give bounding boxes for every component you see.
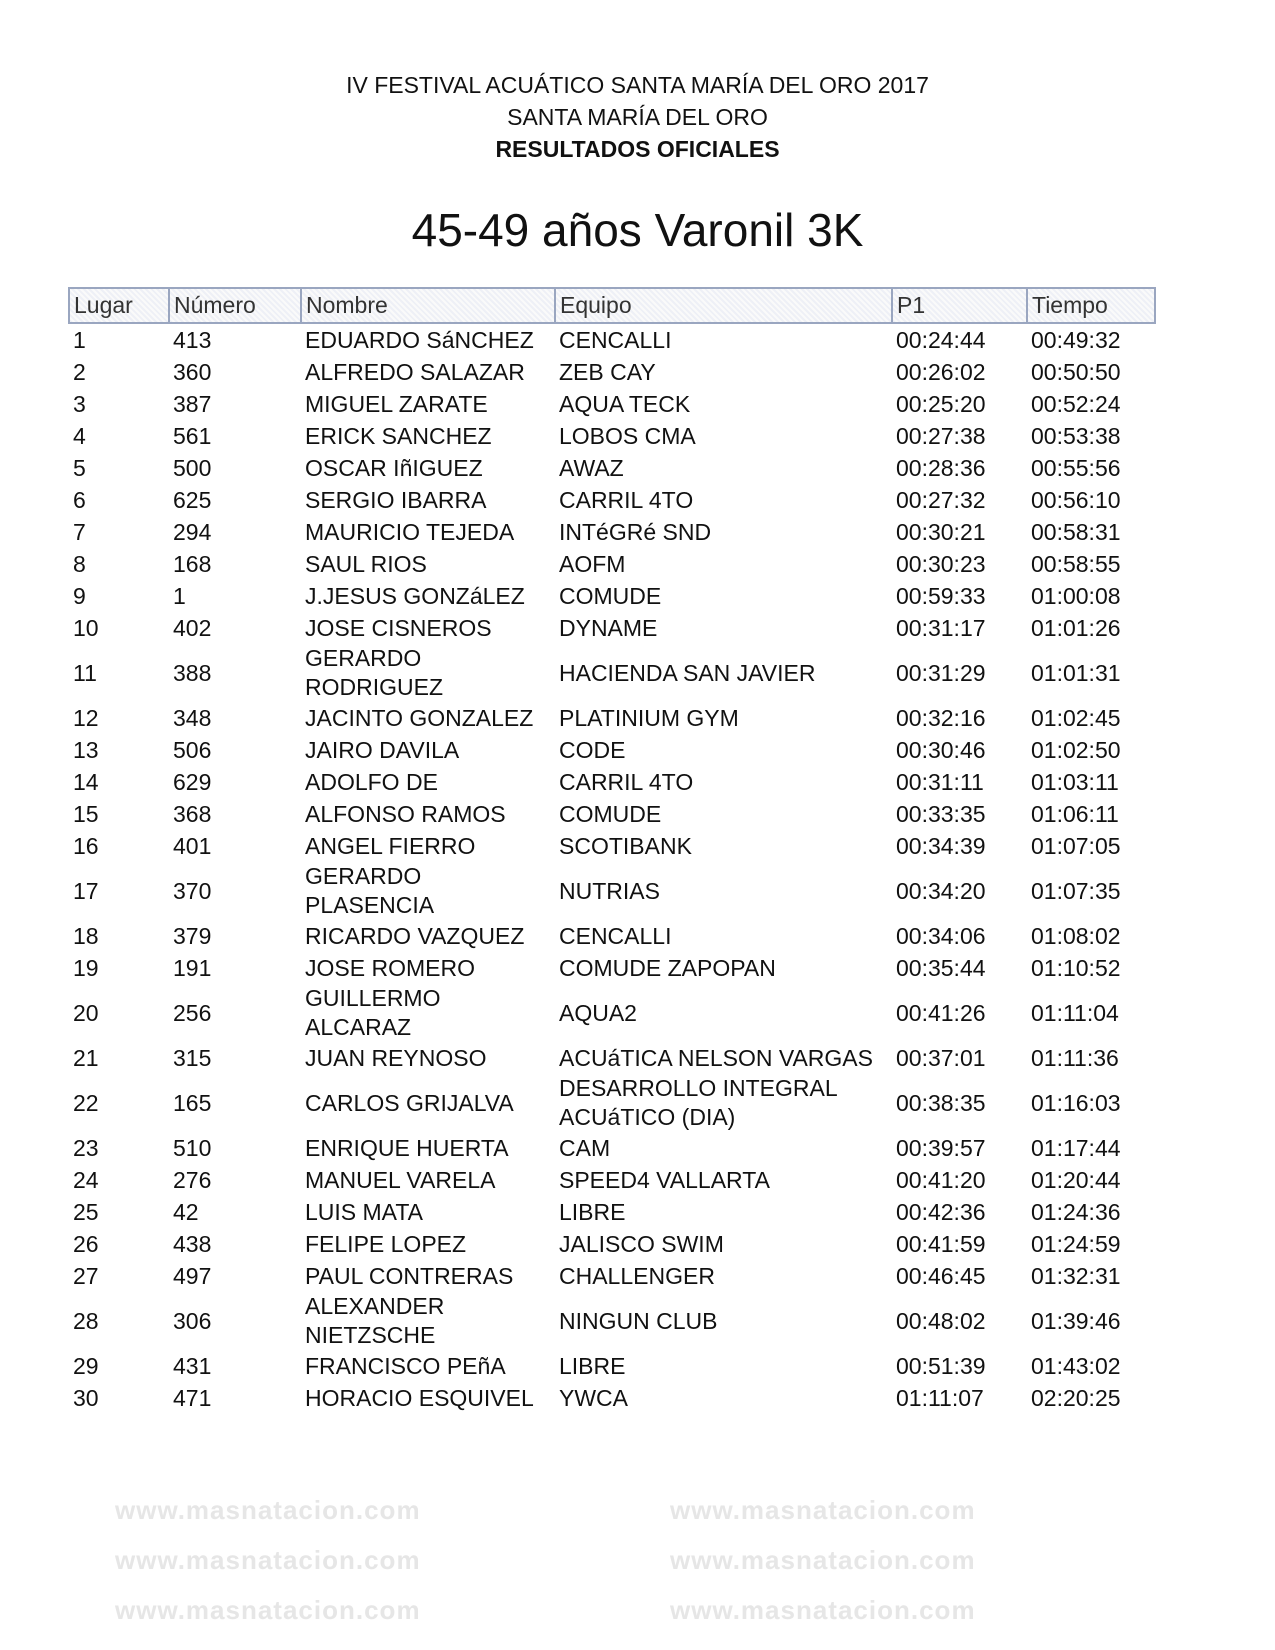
cell-nombre: JOSE ROMERO	[305, 954, 475, 981]
cell-tiempo: 00:53:38	[1031, 422, 1121, 449]
table-row	[69, 734, 1155, 766]
cell-equipo: SCOTIBANK	[559, 832, 692, 859]
cell-p1: 00:30:23	[896, 550, 986, 577]
column-header-equipo: Equipo	[555, 288, 892, 323]
table-row	[69, 1382, 1155, 1414]
watermark: www.masnatacion.com	[115, 1595, 421, 1625]
cell-numero: 413	[173, 326, 212, 353]
cell-p1: 00:32:16	[896, 704, 986, 731]
cell-lugar: 5	[73, 454, 86, 481]
cell-tiempo: 01:02:50	[1031, 736, 1121, 763]
cell-nombre: ERICK SANCHEZ	[305, 422, 492, 449]
event-title: IV FESTIVAL ACUÁTICO SANTA MARÍA DEL ORO 2017	[346, 72, 929, 98]
cell-nombre: RICARDO VAZQUEZ	[305, 922, 525, 949]
cell-p1: 00:26:02	[896, 358, 986, 385]
cell-equipo: COMUDE ZAPOPAN	[559, 954, 776, 981]
event-location: SANTA MARÍA DEL ORO	[507, 104, 768, 130]
cell-nombre: JUAN REYNOSO	[305, 1044, 487, 1071]
cell-nombre: ALFREDO SALAZAR	[305, 358, 525, 385]
cell-nombre: CARLOS GRIJALVA	[305, 1089, 514, 1116]
cell-nombre: JOSE CISNEROS	[305, 614, 492, 641]
cell-tiempo: 01:03:11	[1031, 768, 1119, 795]
table-row	[69, 580, 1155, 612]
cell-p1: 01:11:07	[896, 1384, 984, 1411]
watermark: www.masnatacion.com	[670, 1495, 976, 1525]
cell-nombre: MIGUEL ZARATE	[305, 390, 488, 417]
cell-numero: 315	[173, 1044, 212, 1071]
cell-numero: 1	[173, 582, 186, 609]
table-row	[69, 920, 1155, 952]
cell-lugar: 7	[73, 518, 86, 545]
cell-numero: 294	[173, 518, 212, 545]
cell-lugar: 9	[73, 582, 86, 609]
cell-equipo: SPEED4 VALLARTA	[559, 1166, 770, 1193]
cell-numero: 348	[173, 704, 212, 731]
cell-p1: 00:31:11	[896, 768, 984, 795]
cell-p1: 00:33:35	[896, 800, 986, 827]
cell-tiempo: 00:56:10	[1031, 486, 1121, 513]
cell-equipo: CARRIL 4TO	[559, 768, 694, 795]
cell-p1: 00:27:38	[896, 422, 986, 449]
cell-equipo: ZEB CAY	[559, 358, 656, 385]
cell-equipo: CAM	[559, 1134, 611, 1161]
cell-tiempo: 01:39:46	[1031, 1307, 1121, 1334]
table-row	[69, 830, 1155, 862]
cell-numero: 388	[173, 659, 212, 686]
cell-lugar: 22	[73, 1089, 99, 1116]
column-header-tiempo: Tiempo	[1027, 288, 1155, 323]
cell-numero: 379	[173, 922, 212, 949]
cell-p1: 00:27:32	[896, 486, 986, 513]
cell-equipo: COMUDE	[559, 800, 662, 827]
table-row	[69, 323, 1155, 356]
cell-p1: 00:38:35	[896, 1089, 986, 1116]
cell-nombre: OSCAR IñIGUEZ	[305, 454, 483, 481]
cell-nombre: SAUL RIOS	[305, 550, 427, 577]
cell-equipo: LIBRE	[559, 1198, 626, 1225]
cell-numero: 625	[173, 486, 212, 513]
cell-nombre: EDUARDO SáNCHEZ	[305, 326, 534, 353]
cell-numero: 306	[173, 1307, 212, 1334]
cell-lugar: 11	[73, 659, 97, 686]
cell-nombre: SERGIO IBARRA	[305, 486, 487, 513]
cell-nombre: FRANCISCO PEñA	[305, 1352, 506, 1379]
table-row	[69, 1260, 1155, 1292]
cell-nombre: JAIRO DAVILA	[305, 736, 460, 763]
cell-equipo: DYNAME	[559, 614, 658, 641]
cell-nombre: ENRIQUE HUERTA	[305, 1134, 509, 1161]
cell-nombre: GERARDO PLASENCIA	[305, 863, 435, 918]
cell-lugar: 1	[73, 326, 86, 353]
cell-p1: 00:25:20	[896, 390, 986, 417]
cell-equipo: AQUA2	[559, 999, 637, 1026]
cell-tiempo: 01:32:31	[1031, 1262, 1121, 1289]
cell-lugar: 8	[73, 550, 86, 577]
cell-tiempo: 01:07:35	[1031, 877, 1121, 904]
cell-equipo: CENCALLI	[559, 922, 672, 949]
table-row	[69, 1074, 1155, 1132]
cell-numero: 401	[173, 832, 212, 859]
cell-equipo: CENCALLI	[559, 326, 672, 353]
cell-equipo: AOFM	[559, 550, 626, 577]
cell-nombre: MAURICIO TEJEDA	[305, 518, 515, 545]
table-header-row	[69, 288, 1155, 323]
watermark: www.masnatacion.com	[115, 1495, 421, 1525]
cell-equipo: AQUA TECK	[559, 390, 691, 417]
table-row	[69, 1292, 1155, 1350]
table-row	[69, 1350, 1155, 1382]
watermark: www.masnatacion.com	[670, 1545, 976, 1575]
cell-equipo: LIBRE	[559, 1352, 626, 1379]
cell-p1: 00:59:33	[896, 582, 986, 609]
cell-equipo: JALISCO SWIM	[559, 1230, 724, 1257]
cell-tiempo: 01:10:52	[1031, 954, 1121, 981]
cell-numero: 506	[173, 736, 212, 763]
cell-numero: 370	[173, 877, 212, 904]
cell-equipo: LOBOS CMA	[559, 422, 696, 449]
cell-tiempo: 01:11:36	[1031, 1044, 1119, 1071]
cell-p1: 00:41:59	[896, 1230, 986, 1257]
cell-numero: 497	[173, 1262, 212, 1289]
watermark: www.masnatacion.com	[115, 1545, 421, 1575]
cell-p1: 00:46:45	[896, 1262, 986, 1289]
cell-tiempo: 00:49:32	[1031, 326, 1121, 353]
table-row	[69, 702, 1155, 734]
cell-equipo: HACIENDA SAN JAVIER	[559, 659, 816, 686]
cell-p1: 00:48:02	[896, 1307, 986, 1334]
cell-tiempo: 00:58:55	[1031, 550, 1121, 577]
cell-equipo: ACUáTICA NELSON VARGAS	[559, 1044, 873, 1071]
cell-p1: 00:51:39	[896, 1352, 986, 1379]
cell-lugar: 27	[73, 1262, 99, 1289]
cell-numero: 168	[173, 550, 212, 577]
cell-lugar: 21	[73, 1044, 99, 1071]
cell-lugar: 15	[73, 800, 99, 827]
cell-equipo: PLATINIUM GYM	[559, 704, 739, 731]
cell-lugar: 25	[73, 1198, 99, 1225]
cell-p1: 00:30:46	[896, 736, 986, 763]
cell-numero: 629	[173, 768, 212, 795]
cell-tiempo: 01:24:36	[1031, 1198, 1121, 1225]
cell-nombre: GERARDO RODRIGUEZ	[305, 645, 443, 700]
cell-equipo: DESARROLLO INTEGRAL ACUáTICO (DIA)	[559, 1075, 837, 1130]
results-table	[68, 287, 1156, 1414]
cell-p1: 00:41:20	[896, 1166, 986, 1193]
cell-tiempo: 01:06:11	[1031, 800, 1119, 827]
cell-nombre: ADOLFO DE	[305, 768, 438, 795]
cell-nombre: GUILLERMO ALCARAZ	[305, 985, 441, 1040]
cell-numero: 438	[173, 1230, 212, 1257]
cell-p1: 00:42:36	[896, 1198, 986, 1225]
table-row	[69, 484, 1155, 516]
cell-p1: 00:34:06	[896, 922, 986, 949]
cell-nombre: FELIPE LOPEZ	[305, 1230, 467, 1257]
table-row	[69, 984, 1155, 1042]
table-row	[69, 1196, 1155, 1228]
cell-equipo: YWCA	[559, 1384, 628, 1411]
cell-tiempo: 01:16:03	[1031, 1089, 1121, 1116]
cell-lugar: 3	[73, 390, 86, 417]
cell-p1: 00:24:44	[896, 326, 986, 353]
cell-lugar: 6	[73, 486, 86, 513]
column-header-numero: Número	[169, 288, 301, 323]
table-row	[69, 1132, 1155, 1164]
cell-lugar: 30	[73, 1384, 99, 1411]
cell-lugar: 16	[73, 832, 99, 859]
cell-p1: 00:37:01	[896, 1044, 986, 1071]
cell-equipo: CARRIL 4TO	[559, 486, 694, 513]
cell-p1: 00:39:57	[896, 1134, 986, 1161]
cell-tiempo: 00:50:50	[1031, 358, 1121, 385]
watermark: www.masnatacion.com	[670, 1595, 976, 1625]
table-row	[69, 356, 1155, 388]
cell-lugar: 4	[73, 422, 86, 449]
cell-lugar: 29	[73, 1352, 99, 1379]
cell-numero: 510	[173, 1134, 212, 1161]
cell-tiempo: 01:43:02	[1031, 1352, 1121, 1379]
table-row	[69, 452, 1155, 484]
cell-p1: 00:31:17	[896, 614, 986, 641]
cell-lugar: 12	[73, 704, 99, 731]
cell-numero: 256	[173, 999, 212, 1026]
cell-numero: 42	[173, 1198, 199, 1225]
table-row	[69, 644, 1155, 702]
cell-tiempo: 01:11:04	[1031, 999, 1119, 1026]
cell-p1: 00:41:26	[896, 999, 986, 1026]
cell-p1: 00:31:29	[896, 659, 986, 686]
column-header-nombre: Nombre	[301, 288, 555, 323]
cell-lugar: 19	[73, 954, 99, 981]
cell-lugar: 23	[73, 1134, 99, 1161]
cell-p1: 00:34:39	[896, 832, 986, 859]
cell-tiempo: 00:58:31	[1031, 518, 1121, 545]
cell-lugar: 13	[73, 736, 99, 763]
table-row	[69, 1164, 1155, 1196]
cell-nombre: MANUEL VARELA	[305, 1166, 496, 1193]
cell-tiempo: 02:20:25	[1031, 1384, 1121, 1411]
cell-equipo: COMUDE	[559, 582, 662, 609]
cell-numero: 431	[173, 1352, 212, 1379]
cell-equipo: CHALLENGER	[559, 1262, 715, 1289]
cell-equipo: NINGUN CLUB	[559, 1307, 718, 1334]
table-row	[69, 798, 1155, 830]
cell-nombre: ANGEL FIERRO	[305, 832, 476, 859]
table-row	[69, 952, 1155, 984]
cell-tiempo: 01:08:02	[1031, 922, 1121, 949]
cell-nombre: LUIS MATA	[305, 1198, 423, 1225]
cell-equipo: NUTRIAS	[559, 877, 660, 904]
cell-lugar: 28	[73, 1307, 99, 1334]
cell-numero: 165	[173, 1089, 212, 1116]
cell-nombre: J.JESUS GONZáLEZ	[305, 582, 525, 609]
cell-numero: 387	[173, 390, 212, 417]
cell-equipo: AWAZ	[559, 454, 624, 481]
table-row	[69, 420, 1155, 452]
cell-numero: 500	[173, 454, 212, 481]
cell-tiempo: 00:55:56	[1031, 454, 1121, 481]
cell-tiempo: 01:07:05	[1031, 832, 1121, 859]
cell-p1: 00:28:36	[896, 454, 986, 481]
cell-tiempo: 01:01:31	[1031, 659, 1121, 686]
column-header-p1: P1	[892, 288, 1027, 323]
category-title: 45-49 años Varonil 3K	[411, 204, 864, 256]
cell-lugar: 20	[73, 999, 99, 1026]
cell-numero: 360	[173, 358, 212, 385]
cell-tiempo: 01:02:45	[1031, 704, 1121, 731]
cell-lugar: 24	[73, 1166, 99, 1193]
cell-tiempo: 01:20:44	[1031, 1166, 1121, 1193]
cell-lugar: 17	[73, 877, 99, 904]
table-row	[69, 1228, 1155, 1260]
table-row	[69, 548, 1155, 580]
cell-lugar: 26	[73, 1230, 99, 1257]
table-row	[69, 862, 1155, 920]
cell-p1: 00:34:20	[896, 877, 986, 904]
cell-tiempo: 01:01:26	[1031, 614, 1121, 641]
cell-numero: 402	[173, 614, 212, 641]
cell-tiempo: 01:00:08	[1031, 582, 1121, 609]
cell-nombre: ALFONSO RAMOS	[305, 800, 506, 827]
cell-tiempo: 01:17:44	[1031, 1134, 1121, 1161]
cell-numero: 561	[173, 422, 212, 449]
cell-lugar: 18	[73, 922, 99, 949]
cell-nombre: PAUL CONTRERAS	[305, 1262, 514, 1289]
table-row	[69, 516, 1155, 548]
cell-tiempo: 00:52:24	[1031, 390, 1121, 417]
cell-equipo: CODE	[559, 736, 626, 763]
cell-numero: 471	[173, 1384, 212, 1411]
table-row	[69, 1042, 1155, 1074]
table-row	[69, 766, 1155, 798]
cell-p1: 00:30:21	[896, 518, 986, 545]
results-heading: RESULTADOS OFICIALES	[495, 136, 780, 162]
cell-lugar: 10	[73, 614, 99, 641]
column-header-lugar: Lugar	[69, 288, 169, 323]
table-row	[69, 612, 1155, 644]
cell-lugar: 2	[73, 358, 86, 385]
cell-numero: 276	[173, 1166, 212, 1193]
table-row	[69, 388, 1155, 420]
cell-nombre: JACINTO GONZALEZ	[305, 704, 534, 731]
cell-lugar: 14	[73, 768, 99, 795]
cell-p1: 00:35:44	[896, 954, 986, 981]
cell-numero: 191	[173, 954, 212, 981]
cell-tiempo: 01:24:59	[1031, 1230, 1121, 1257]
cell-nombre: ALEXANDER NIETZSCHE	[305, 1293, 445, 1348]
cell-nombre: HORACIO ESQUIVEL	[305, 1384, 534, 1411]
cell-equipo: INTéGRé SND	[559, 518, 712, 545]
cell-numero: 368	[173, 800, 212, 827]
